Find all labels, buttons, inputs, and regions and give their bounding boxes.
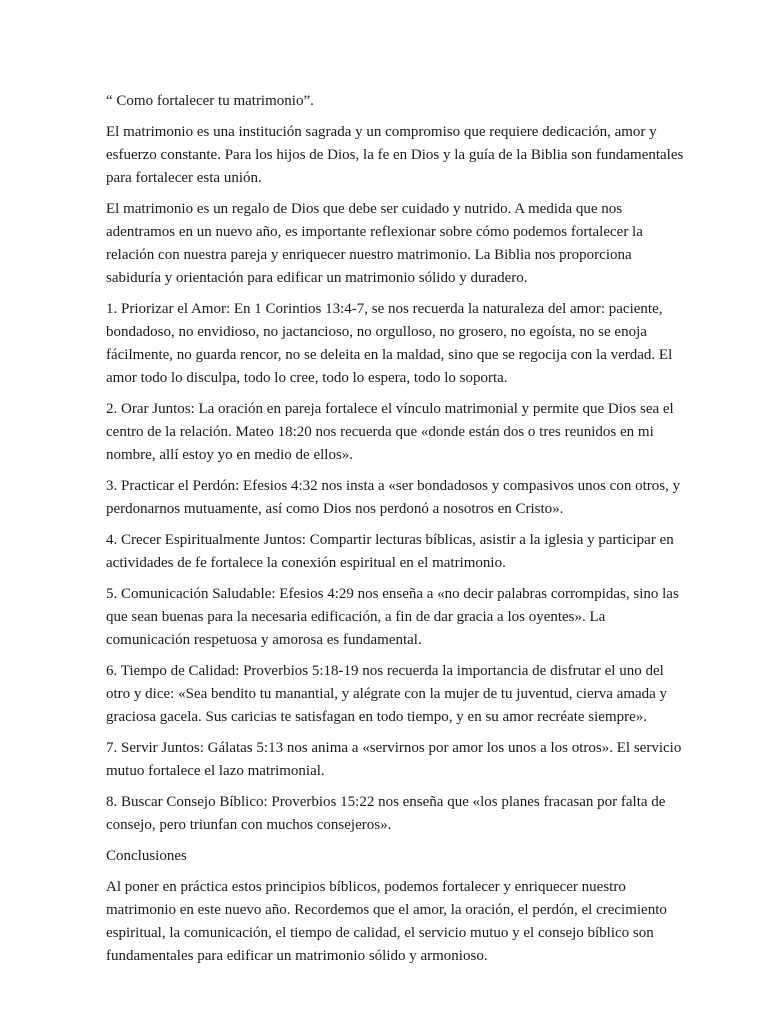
conclusion-paragraph: Al poner en práctica estos principios bíblicos, podemos fortalecer y enriquecer nuestro matrimonio en este nuevo año. Recordemos que el amor, la oración, el perdón, el crecimiento espiritual, la comunicación, el tiempo de calidad, el servicio mutuo y el consejo bíblico son fundamentales para edificar un matrimonio sólido y armonioso.	[106, 879, 667, 964]
point-7: 7. Servir Juntos: Gálatas 5:13 nos anima a «servirnos por amor los unos a los otros». El servicio mutuo fortalece el lazo matrimonial.	[106, 740, 682, 779]
intro-paragraph-2: El matrimonio es un regalo de Dios que debe ser cuidado y nutrido. A medida que nos adentramos en un nuevo año, es importante reflexionar sobre cómo podemos fortalecer la relación con nuestra pareja y enriquecer nuestro matrimonio. La Biblia nos proporciona sabiduría y orientación para edificar un matrimonio sólido y duradero.	[106, 201, 643, 286]
point-3: 3. Practicar el Perdón: Efesios 4:32 nos insta a «ser bondadosos y compasivos unos con otros, y perdonarnos mutuamente, así como Dios nos perdonó a nosotros en Cristo».	[106, 478, 681, 517]
point-8: 8. Buscar Consejo Bíblico: Proverbios 15:22 nos enseña que «los planes fracasan por falta de consejo, pero triunfan con muchos consejeros».	[106, 794, 666, 833]
point-1: 1. Priorizar el Amor: En 1 Corintios 13:4-7, se nos recuerda la naturaleza del amor: paciente, bondadoso, no envidioso, no jactancioso, no orgulloso, no grosero, no egoísta, no se enoja fácilmente, no guarda rencor, no se deleita en la maldad, sino que se regocija con la verdad. El amor todo lo disculpa, todo lo cree, todo lo espera, todo lo soporta.	[106, 301, 673, 386]
point-4: 4. Crecer Espiritualmente Juntos: Compartir lecturas bíblicas, asistir a la iglesia y participar en actividades de fe fortalece la conexión espiritual en el matrimonio.	[106, 532, 674, 571]
document-page	[106, 90, 686, 976]
document-title: “ Como fortalecer tu matrimonio”.	[106, 93, 314, 109]
intro-paragraph-1: El matrimonio es una institución sagrada y un compromiso que requiere dedicación, amor y esfuerzo constante. Para los hijos de Dios, la fe en Dios y la guía de la Biblia son fundamentales para fortalecer esta unión.	[106, 124, 684, 186]
point-2: 2. Orar Juntos: La oración en pareja fortalece el vínculo matrimonial y permite que Dios sea el centro de la relación. Mateo 18:20 nos recuerda que «donde están dos o tres reunidos en mi nombre, allí estoy yo en medio de ellos».	[106, 401, 674, 463]
point-5: 5. Comunicación Saludable: Efesios 4:29 nos enseña a «no decir palabras corrompidas, sino las que sean buenas para la necesaria edificación, a fin de dar gracia a los oyentes». La comunicación respetuosa y amorosa es fundamental.	[106, 586, 679, 648]
conclusion-heading: Conclusiones	[106, 848, 187, 864]
point-6: 6. Tiempo de Calidad: Proverbios 5:18-19 nos recuerda la importancia de disfrutar el uno del otro y dice: «Sea bendito tu manantial, y alégrate con la mujer de tu juventud, cierva amada y graciosa gacela. Sus caricias te satisfagan en todo tiempo, y en su amor recréate siempre».	[106, 663, 668, 725]
